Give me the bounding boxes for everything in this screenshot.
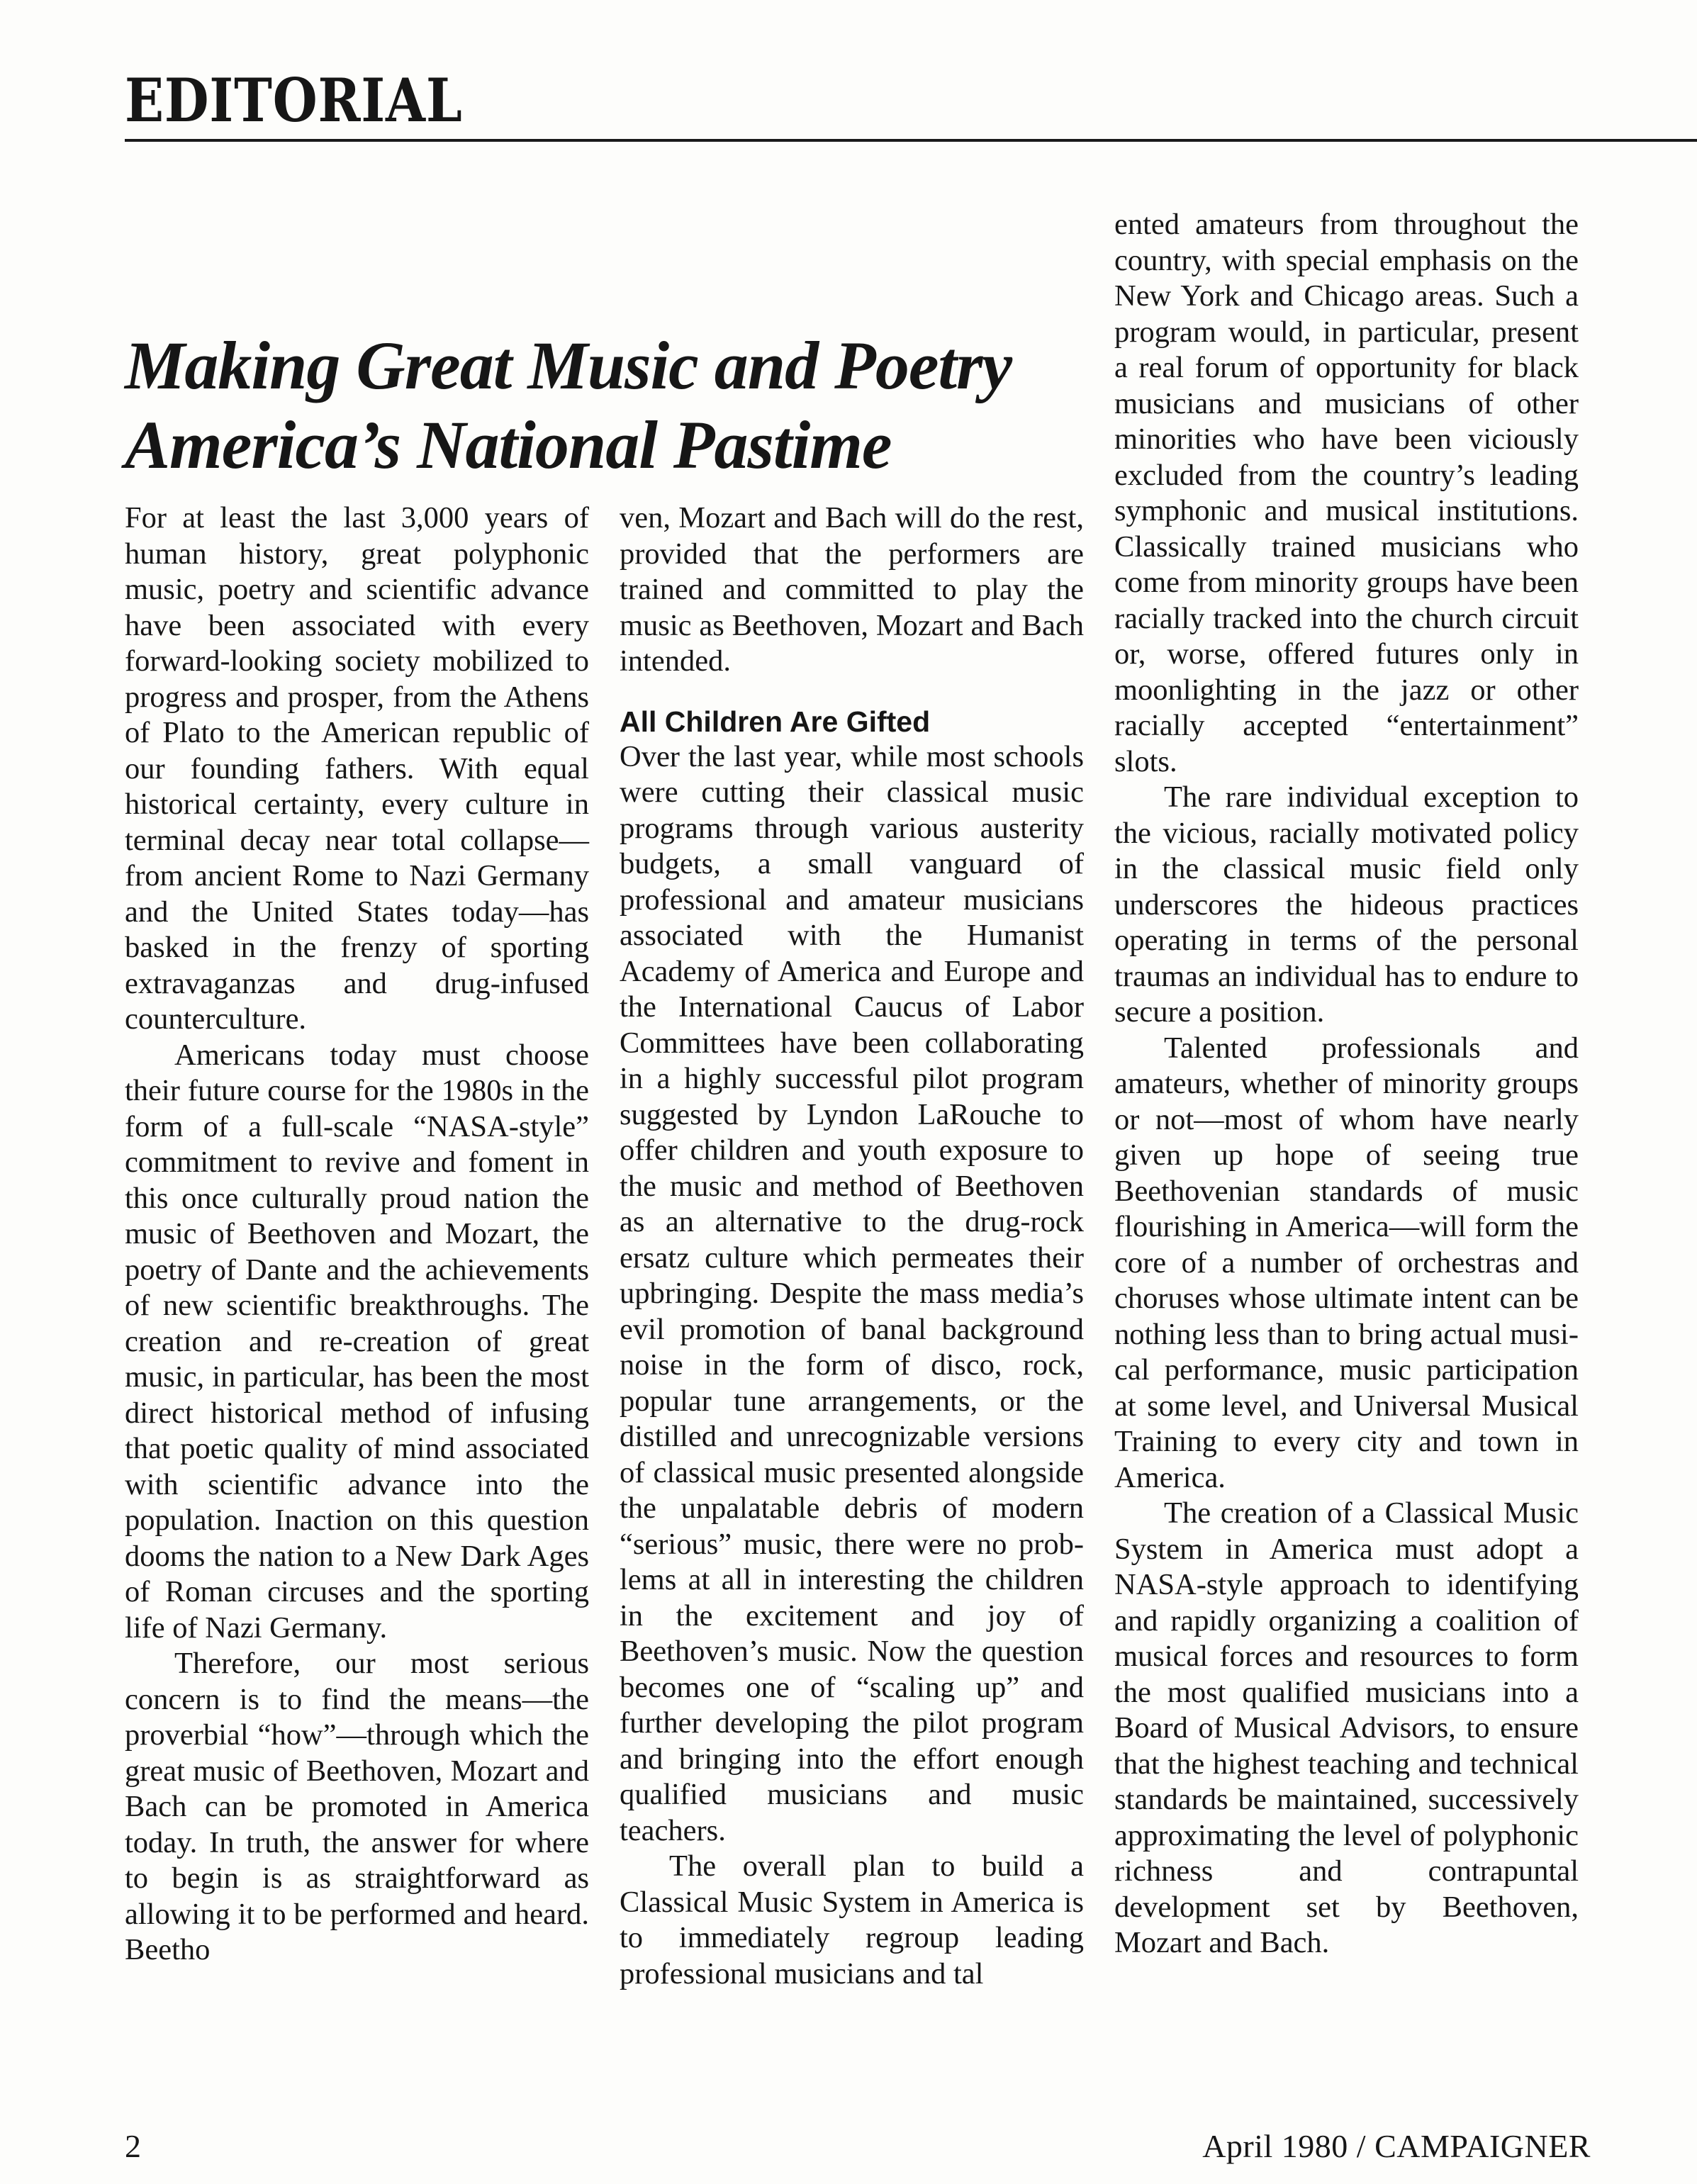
page-number: 2 bbox=[125, 2128, 141, 2164]
paragraph: The rare individual exception to the vicious, racially motivated policy in the classical music field only underscores the hideous practices operating in terms of the personal traumas an individual has to endure to secure a position. bbox=[1114, 780, 1579, 1029]
paragraph: Over the last year, while most schools were cutting their classical music programs through various austerity budgets, a small vanguard of professional and amateur musicians associated with the Humanist Academy of America and Europe and the International Caucus of Labor Committees have been collaborating in a highly successful pilot program suggested by Lyndon LaRouche to offer children and youth exposure to the music and method of Beethoven as an alternative to the drug-rock ersatz culture which permeates their upbringing. Despite the mass media’s evil promotion of banal background noise in the form of disco, rock, popular tune arrangements, or the distilled and unrecognizable versions of classical music presented alongside the unpalatable debris of modern “serious” music, there were no problems at all in interesting the children in the excitement and joy of Beethoven’s music. Now the question becomes one of “scaling up” and further developing the pilot program and bringing into the effort enough qualified musicians and music teachers. bbox=[620, 739, 1084, 1847]
paragraph: ven, Mozart and Bach will do the rest, provided that the performers are trained and committed to play the music as Beethoven, Mozart and Bach intended. bbox=[620, 501, 1084, 678]
paragraph: The creation of a Classical Music System in America must adopt a NASA-style approach to identifying and rapidly organizing a coalition of musical forces and resources to form the most qualified musicians into a Board of Musical Advisors, to ensure that the highest teaching and technical standards be maintained, successively approximating the level of polyphonic richness and contrapuntal development set by Beethoven, Mozart and Bach. bbox=[1114, 1496, 1579, 1959]
header-rule bbox=[125, 139, 1697, 142]
column-1 bbox=[125, 500, 589, 1969]
headline bbox=[125, 326, 1117, 485]
paragraph: Americans today must choose their future course for the 1980s in the form of a full-scale “NASA-style” commitment to revive and foment in this once culturally proud nation the music of Beethoven and Mozart, the poetry of Dante and the achievements of new scientific breakthroughs. The creation and re-creation of great music, in particular, has been the most direct historical method of infusing that poetic quality of mind associated with scientific advance into the population. Inaction on this question dooms the nation to a New Dark Ages of Roman circuses and the sporting life of Nazi Germany. bbox=[125, 1038, 589, 1645]
paragraph: ented amateurs from throughout the country, with special emphasis on the New York and Chicago areas. Such a program would, in particular, present a real forum of opportunity for black musicians and musicians of other minorities who have been viciously excluded from the country’s leading symphonic and musical institutions. Classically trained musicians who come from minority groups have been racially tracked into the church circuit or, worse, offered futures only in moonlighting in the jazz or other racially accepted “entertainment” slots. bbox=[1114, 208, 1579, 778]
paragraph: Therefore, our most serious concern is to find the means—the proverbial “how”—through which the great music of Beethoven, Mozart and Bach can be promoted in America today. In truth, the answer for where to begin is as straightforward as allowing it to be performed and heard. Beetho bbox=[125, 1647, 589, 1966]
subheading: All Children Are Gifted bbox=[620, 705, 931, 738]
paragraph: The overall plan to build a Classical Music System in America is to immediately regroup leading professional musicians and tal bbox=[620, 1849, 1084, 1990]
headline-line-1: Making Great Music and Poetry bbox=[125, 327, 1012, 403]
headline-line-2: America’s National Pastime bbox=[125, 407, 892, 483]
column-2 bbox=[620, 500, 1084, 1992]
column-3 bbox=[1114, 207, 1579, 1961]
paragraph: For at least the last 3,000 years of human history, great polyphonic music, poetry and scientific advance have been associated with every forward-looking society mobilized to progress and prosper, from the Athens of Plato to the American republic of our founding fathers. With equal historical certainty, every culture in terminal decay near total collapse—from ancient Rome to Nazi Germany and the United States today—has basked in the frenzy of sporting extravaganzas and drug-infused counterculture. bbox=[125, 501, 589, 1036]
section-label: EDITORIAL bbox=[125, 65, 463, 135]
issue-line: April 1980 / CAMPAIGNER bbox=[1202, 2128, 1591, 2164]
paragraph: Talented professionals and amateurs, whether of minority groups or not—most of whom have nearly given up hope of seeing true Beethovenian standards of music flourishing in America—will form the core of a number of orchestras and choruses whose ultimate intent can be nothing less than to bring actual musical performance, music participation at some level, and Universal Musical Training to every city and town in America. bbox=[1114, 1031, 1579, 1494]
